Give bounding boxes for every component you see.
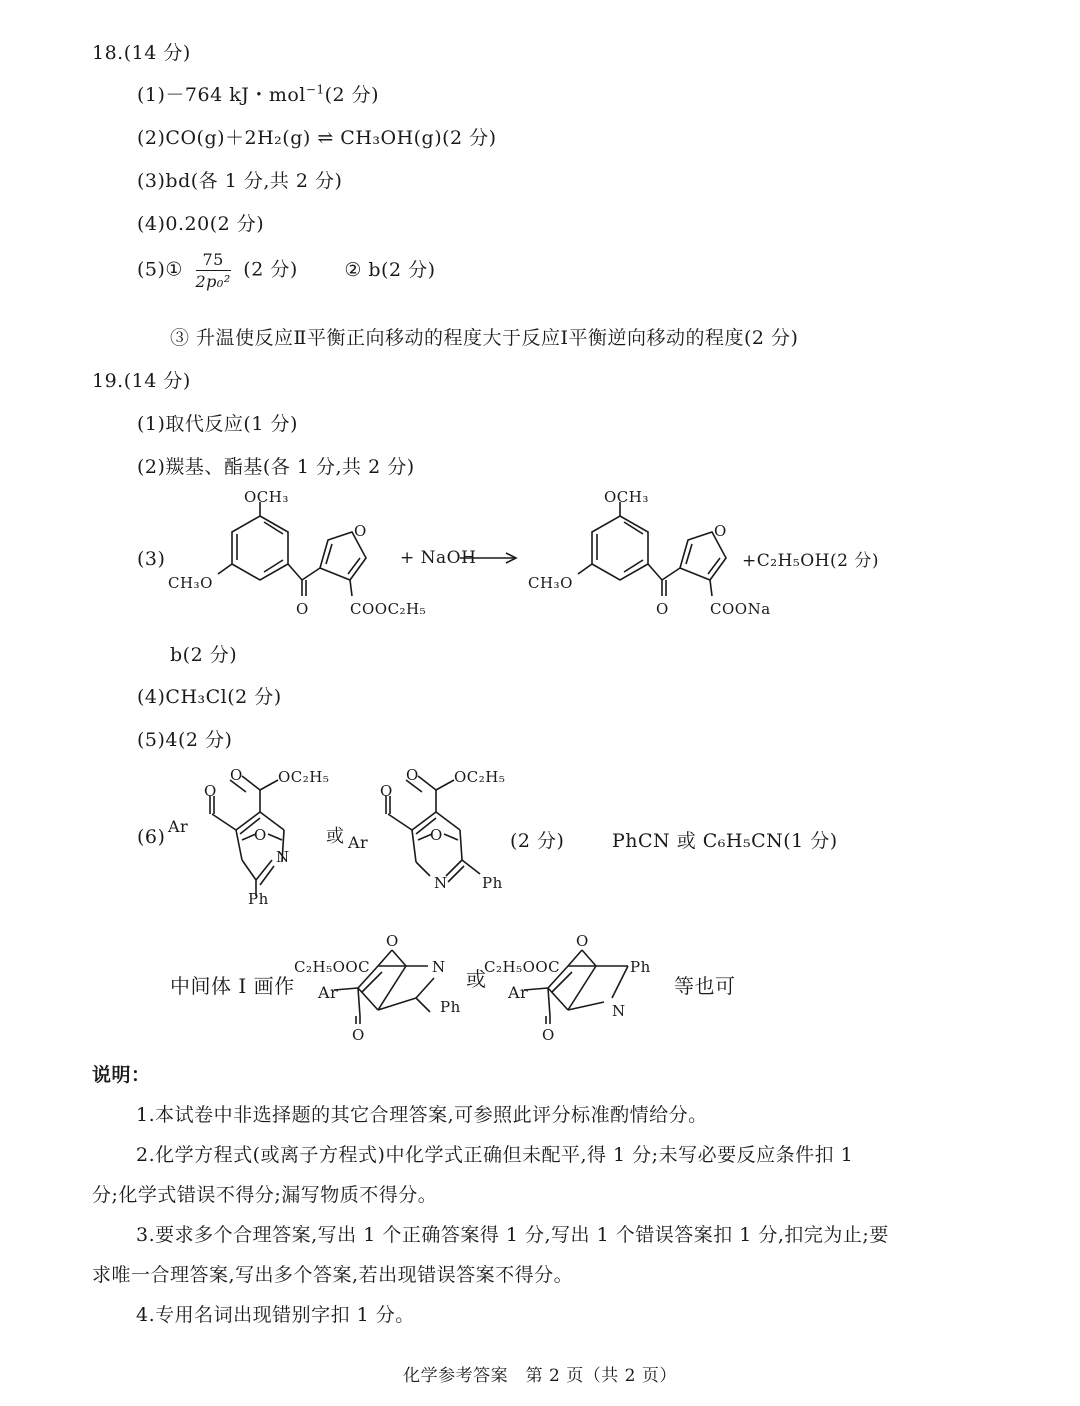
reactant-furan-bond bbox=[302, 568, 320, 580]
q18-a5-numerator: 75 bbox=[196, 250, 231, 271]
q18-answer-3: (3)bd(各 1 分,共 2 分) bbox=[137, 170, 343, 192]
structure-or: 或 bbox=[326, 826, 345, 847]
q19-heading: 19.(14 分) bbox=[92, 370, 191, 392]
structure-a-ar: Ar bbox=[168, 817, 189, 836]
byproduct-ethanol: +C₂H₅OH(2 分) bbox=[742, 551, 879, 571]
reactant-carbonyl-bond bbox=[288, 564, 302, 580]
product-ch3o-label: CH₃O bbox=[528, 574, 573, 592]
reactant-ester-bond bbox=[350, 580, 352, 596]
intermediate-b-n: N bbox=[612, 1002, 626, 1020]
intermediate-a-ph: Ph bbox=[440, 998, 461, 1016]
intermediate-b-etooc: C₂H₅OOC bbox=[484, 958, 561, 976]
structure-b-ester-o: O bbox=[406, 766, 419, 784]
q18-a5-fraction bbox=[196, 250, 231, 291]
q18-a5-score: (2 分) bbox=[243, 258, 298, 281]
intermediate-b-keto-o: O bbox=[542, 1026, 555, 1044]
q19-answer-3-label: (3) bbox=[137, 548, 166, 570]
structure-b-n: N bbox=[434, 874, 448, 892]
structure-a-n: N bbox=[276, 848, 290, 866]
reactant-och3-label: OCH₃ bbox=[244, 488, 289, 506]
q18-a5-part2: ② b(2 分) bbox=[344, 258, 436, 281]
intermediate-prefix: 中间体 I 画作 bbox=[170, 974, 295, 998]
q18-a5-label: (5)① bbox=[137, 258, 183, 281]
notes-title-text: 说明： bbox=[92, 1064, 151, 1086]
structure-b-bridge-o: O bbox=[430, 826, 443, 844]
intermediate-a-o: O bbox=[386, 932, 399, 950]
note-2-line1: 2.化学方程式(或离子方程式)中化学式正确但未配平,得 1 分;未写必要反应条件扣 1 bbox=[136, 1144, 854, 1166]
note-3-line2: 求唯一合理答案,写出多个答案,若出现错误答案不得分。 bbox=[92, 1264, 574, 1286]
reactant-benzene-ring bbox=[232, 516, 288, 580]
q19-answer-1: (1)取代反应(1 分) bbox=[137, 413, 298, 435]
intermediate-b-ph: Ph bbox=[630, 958, 651, 976]
notes-title bbox=[92, 1060, 151, 1087]
intermediate-b-o: O bbox=[576, 932, 589, 950]
structure-a-keto-o: O bbox=[204, 782, 217, 800]
q18-answer-5 bbox=[137, 250, 436, 291]
q18-answer-2: (2)CO(g)＋2H₂(g) ⇌ CH₃OH(g)(2 分) bbox=[137, 127, 497, 149]
q19-reaction-3-diagram bbox=[160, 488, 920, 628]
note-3-line1: 3.要求多个合理答案,写出 1 个正确答案得 1 分,写出 1 个错误答案扣 1 分,扣完为止;要 bbox=[136, 1224, 889, 1246]
structure-a-ester-o: O bbox=[230, 766, 243, 784]
structure-a-ooet: OC₂H₅ bbox=[278, 768, 330, 786]
q19-answer-5: (5)4(2 分) bbox=[137, 729, 233, 751]
intermediate-b-ar: Ar bbox=[508, 983, 529, 1002]
reactant-ester-label: COOC₂H₅ bbox=[350, 600, 427, 618]
intermediate-or: 或 bbox=[466, 967, 487, 991]
structure-b-ooet: OC₂H₅ bbox=[454, 768, 506, 786]
intermediate-a-keto-o: O bbox=[352, 1026, 365, 1044]
product-och3-label: OCH₃ bbox=[604, 488, 649, 506]
intermediate-a-etooc: C₂H₅OOC bbox=[294, 958, 371, 976]
reagent-naoh: + NaOH bbox=[400, 548, 477, 568]
structure-a bbox=[210, 776, 284, 896]
q19-answer-6-extra: PhCN 或 C₆H₅CN(1 分) bbox=[612, 830, 838, 852]
q18-a1-superscript: −1 bbox=[305, 82, 325, 97]
q18-a5-denominator: 2p₀² bbox=[195, 272, 231, 291]
q19-answer-6-score: (2 分) bbox=[510, 830, 565, 852]
note-4: 4.专用名词出现错别字扣 1 分。 bbox=[136, 1304, 415, 1326]
product-coona-label: COONa bbox=[710, 600, 771, 618]
q18-answer-1 bbox=[137, 80, 379, 107]
structure-a-ph: Ph bbox=[248, 890, 269, 908]
product-molecule bbox=[578, 502, 726, 596]
q18-heading: 18.(14 分) bbox=[92, 42, 191, 64]
structure-b-ar: Ar bbox=[348, 833, 369, 852]
product-furan-o: O bbox=[714, 522, 727, 540]
intermediate-a-n: N bbox=[432, 958, 446, 976]
reactant-carbonyl-o: O bbox=[296, 600, 309, 618]
q18-a1-score: (2 分) bbox=[324, 84, 380, 106]
q18-answer-5-part3: ③ 升温使反应Ⅱ平衡正向移动的程度大于反应Ⅰ平衡逆向移动的程度(2 分) bbox=[170, 327, 799, 349]
q18-answer-4: (4)0.20(2 分) bbox=[137, 213, 265, 235]
structure-a-bridge-o: O bbox=[254, 826, 267, 844]
reactant-ch3o-label: CH₃O bbox=[168, 574, 213, 592]
note-1: 1.本试卷中非选择题的其它合理答案,可参照此评分标准酌情给分。 bbox=[136, 1104, 708, 1126]
q19-answer-6-label: (6) bbox=[137, 826, 166, 848]
product-carbonyl-o: O bbox=[656, 600, 669, 618]
q19-answer-4: (4)CH₃Cl(2 分) bbox=[137, 686, 282, 708]
structure-b-ph: Ph bbox=[482, 874, 503, 892]
page-footer: 化学参考答案 第 2 页（共 2 页） bbox=[403, 1366, 677, 1386]
reactant-furan-o: O bbox=[354, 522, 367, 540]
q18-a1-text: (1)－764 kJ・mol bbox=[137, 84, 306, 106]
q19-answer-3b: b(2 分) bbox=[170, 644, 238, 666]
intermediate-a-ar: Ar bbox=[318, 983, 339, 1002]
intermediate-structures bbox=[294, 920, 714, 1050]
q19-answer-2: (2)羰基、酯基(各 1 分,共 2 分) bbox=[137, 456, 415, 478]
structure-b-keto-o: O bbox=[380, 782, 393, 800]
intermediate-suffix: 等也可 bbox=[674, 974, 736, 998]
reactant-ch3o-bond bbox=[218, 564, 232, 574]
note-2-line2: 分;化学式错误不得分;漏写物质不得分。 bbox=[92, 1184, 438, 1206]
